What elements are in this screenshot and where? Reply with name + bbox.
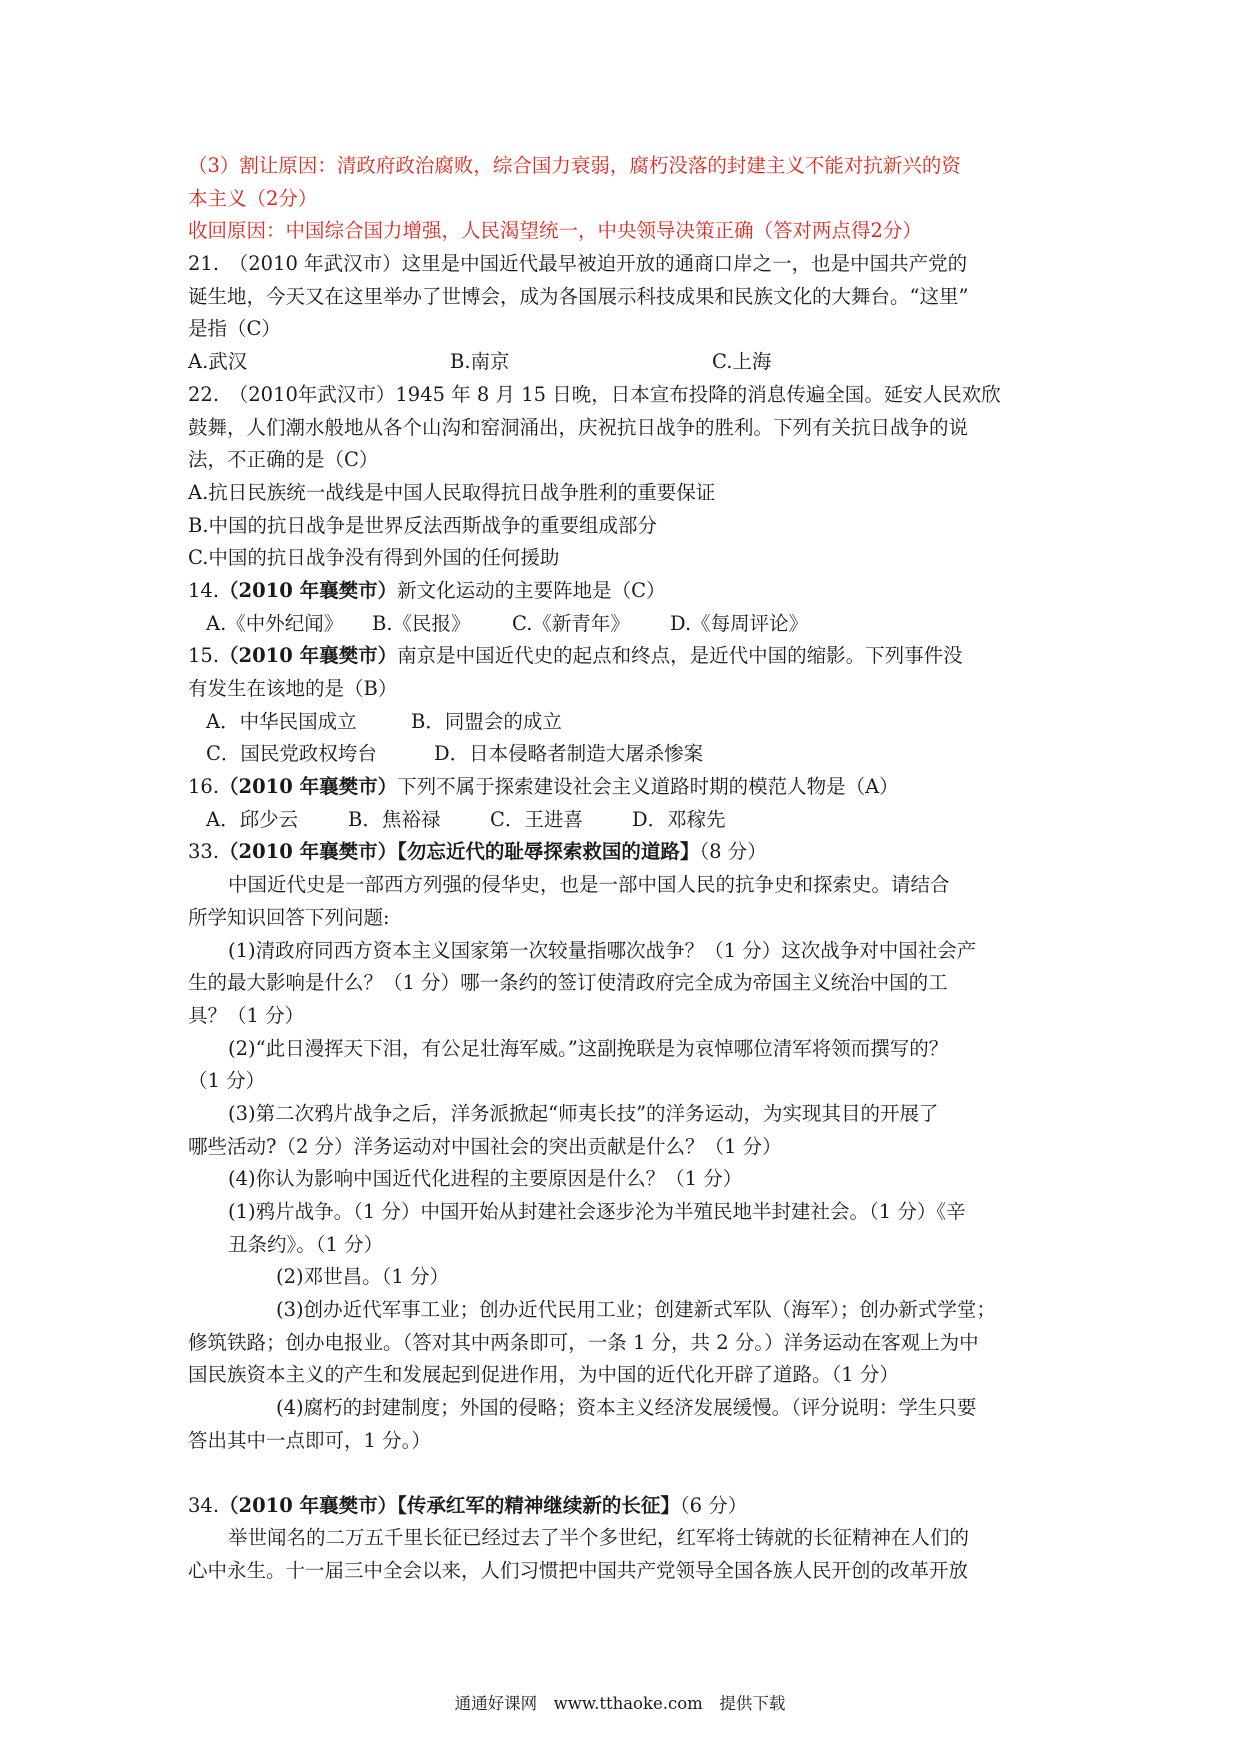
answer-line: 丑条约》。（1 分） <box>228 1232 384 1256</box>
option-a: A．中华民国成立 <box>206 709 357 733</box>
option-b: B.《民报》 <box>372 611 471 635</box>
question-score: （8 分） <box>699 840 767 864</box>
option-b: B．焦裕禄 <box>348 807 441 831</box>
question-33-heading <box>188 836 1060 869</box>
answer-line: 国民族资本主义的产生和发展起到促进作用，为中国的近代化开辟了道路。（1 分） <box>188 1363 899 1387</box>
answer-line: 答出其中一点即可，1 分。） <box>188 1428 431 1452</box>
question-14-line <box>188 575 1060 608</box>
paragraph-line: (1)清政府同西方资本主义国家第一次较量指哪次战争？（1 分）这次战争对中国社会产 <box>228 938 977 962</box>
paragraph-line: (2)“此日漫挥天下泪，有公足壮海军威。”这副挽联是为哀悼哪位清军将领而撰写的？ <box>228 1036 949 1060</box>
question-title: 【勿忘近代的耻辱探索救国的道路】 <box>397 840 700 864</box>
question-15-options <box>188 738 1060 771</box>
question-22-line: 22. （2010年武汉市）1945 年 8 月 15 日晚，日本宣布投降的消息传遍全国。延安人民欢欣 <box>188 382 1001 406</box>
paragraph-line: （1 分） <box>188 1069 266 1093</box>
question-title: 【传承红军的精神继续新的长征】 <box>397 1493 680 1517</box>
document-body <box>188 150 1060 1588</box>
answer-line: 收回原因：中国综合国力增强，人民渴望统一，中央领导决策正确（答对两点得2分） <box>188 219 922 243</box>
answer-line: (4)腐朽的封建制度；外国的侵略；资本主义经济发展缓慢。（评分说明：学生只要 <box>276 1396 977 1420</box>
paragraph-line: (3)第二次鸦片战争之后，洋务派掀起“师夷长技”的洋务运动，为实现其目的开展了 <box>228 1101 939 1125</box>
question-source: （2010 年襄樊市） <box>219 775 398 799</box>
question-number: 15. <box>188 644 220 668</box>
paragraph-line: 心中永生。十一届三中全会以来，人们习惯把中国共产党领导全国各族人民开创的改革开放 <box>188 1558 969 1582</box>
option-b: B.南京 <box>450 350 510 374</box>
question-source: （2010 年襄樊市） <box>219 1493 398 1517</box>
question-text: 下列不属于探索建设社会主义道路时期的模范人物是（A） <box>397 775 899 799</box>
spacer <box>188 1458 1060 1490</box>
question-number: 14. <box>188 578 220 602</box>
paragraph-line: 所学知识回答下列问题: <box>188 905 390 929</box>
question-score: （6 分） <box>679 1493 748 1517</box>
question-text: 新文化运动的主要阵地是（C） <box>397 578 666 602</box>
question-number: 16. <box>188 775 220 799</box>
question-34-heading <box>188 1490 1060 1523</box>
question-15-line <box>188 640 1060 673</box>
answer-line: (3)创办近代军事工业；创办近代民用工业；创建新式军队（海军）；创办新式学堂； <box>276 1298 996 1322</box>
answer-line: (2)邓世昌。（1 分） <box>276 1265 449 1289</box>
question-source: （2010 年襄樊市） <box>219 578 398 602</box>
question-21-line: 21. （2010 年武汉市）这里是中国近代最早被迫开放的通商口岸之一，也是中国共产党的 <box>188 252 968 276</box>
question-16-line <box>188 771 1060 804</box>
option-c: C．国民党政权垮台 <box>206 742 377 766</box>
answer-line: （3）割让原因：清政府政治腐败，综合国力衰弱，腐朽没落的封建主义不能对抗新兴的资 <box>188 154 961 177</box>
question-16-options <box>188 804 1060 837</box>
paragraph-line: 哪些活动?（2 分）洋务运动对中国社会的突出贡献是什么？（1 分） <box>188 1134 782 1158</box>
paragraph-line: 生的最大影响是什么？（1 分）哪一条约的签订使清政府完全成为帝国主义统治中国的工 <box>188 971 948 995</box>
option-a: A.抗日民族统一战线是中国人民取得抗日战争胜利的重要保证 <box>188 480 716 504</box>
option-b: B.中国的抗日战争是世界反法西斯战争的重要组成部分 <box>188 513 658 537</box>
option-c: C.《新青年》 <box>512 611 630 635</box>
option-a: A.《中外纪闻》 <box>206 611 344 635</box>
paragraph-line: 举世闻名的二万五千里长征已经过去了半个多世纪，红军将士铸就的长征精神在人们的 <box>228 1526 970 1550</box>
answer-line: 本主义（2分） <box>188 186 318 210</box>
option-b: B．同盟会的成立 <box>411 709 562 733</box>
option-a: A．邱少云 <box>206 807 299 831</box>
question-14-options <box>188 608 1060 641</box>
option-d: D.《每周评论》 <box>670 611 809 635</box>
option-c: C.上海 <box>712 350 772 374</box>
question-source: （2010 年襄樊市） <box>219 840 398 864</box>
option-c: C.中国的抗日战争没有得到外国的任何援助 <box>188 546 560 570</box>
question-22-line: 鼓舞，人们潮水般地从各个山沟和窑洞涌出，庆祝抗日战争的胜利。下列有关抗日战争的说 <box>188 415 969 439</box>
question-number: 33. <box>188 840 220 864</box>
answer-line: (1)鸦片战争。（1 分）中国开始从封建社会逐步沦为半殖民地半封建社会。（1 分）《辛 <box>228 1200 966 1223</box>
paragraph-line: 中国近代史是一部西方列强的侵华史，也是一部中国人民的抗争史和探索史。请结合 <box>228 873 950 897</box>
question-22-line: 法，不正确的是（C） <box>188 448 379 472</box>
question-21-options <box>188 346 1060 379</box>
question-21-line: 诞生地，今天又在这里举办了世博会，成为各国展示科技成果和民族文化的大舞台。“这里” <box>188 284 969 308</box>
paragraph-line: (4)你认为影响中国近代化进程的主要原因是什么？（1 分） <box>228 1167 743 1191</box>
question-15-line: 有发生在该地的是（B） <box>188 677 398 700</box>
question-text: 南京是中国近代史的起点和终点，是近代中国的缩影。下列事件没 <box>397 644 963 668</box>
question-21-line: 是指（C） <box>188 317 281 341</box>
answer-line: 修筑铁路；创办电报业。（答对其中两条即可，一条 1 分，共 2 分。）洋务运动在客观上为中 <box>188 1330 979 1354</box>
option-d: D．邓稼先 <box>632 807 726 831</box>
question-number: 34. <box>188 1493 220 1517</box>
option-c: C．王进喜 <box>490 807 583 831</box>
page-footer: 通通好课网 www.tthaoke.com 提供下载 <box>454 1694 786 1713</box>
question-source: （2010 年襄樊市） <box>219 644 398 668</box>
option-d: D．日本侵略者制造大屠杀惨案 <box>434 742 704 766</box>
option-a: A.武汉 <box>188 350 248 374</box>
paragraph-line: 具？（1 分） <box>188 1003 305 1027</box>
question-15-options <box>188 706 1060 739</box>
